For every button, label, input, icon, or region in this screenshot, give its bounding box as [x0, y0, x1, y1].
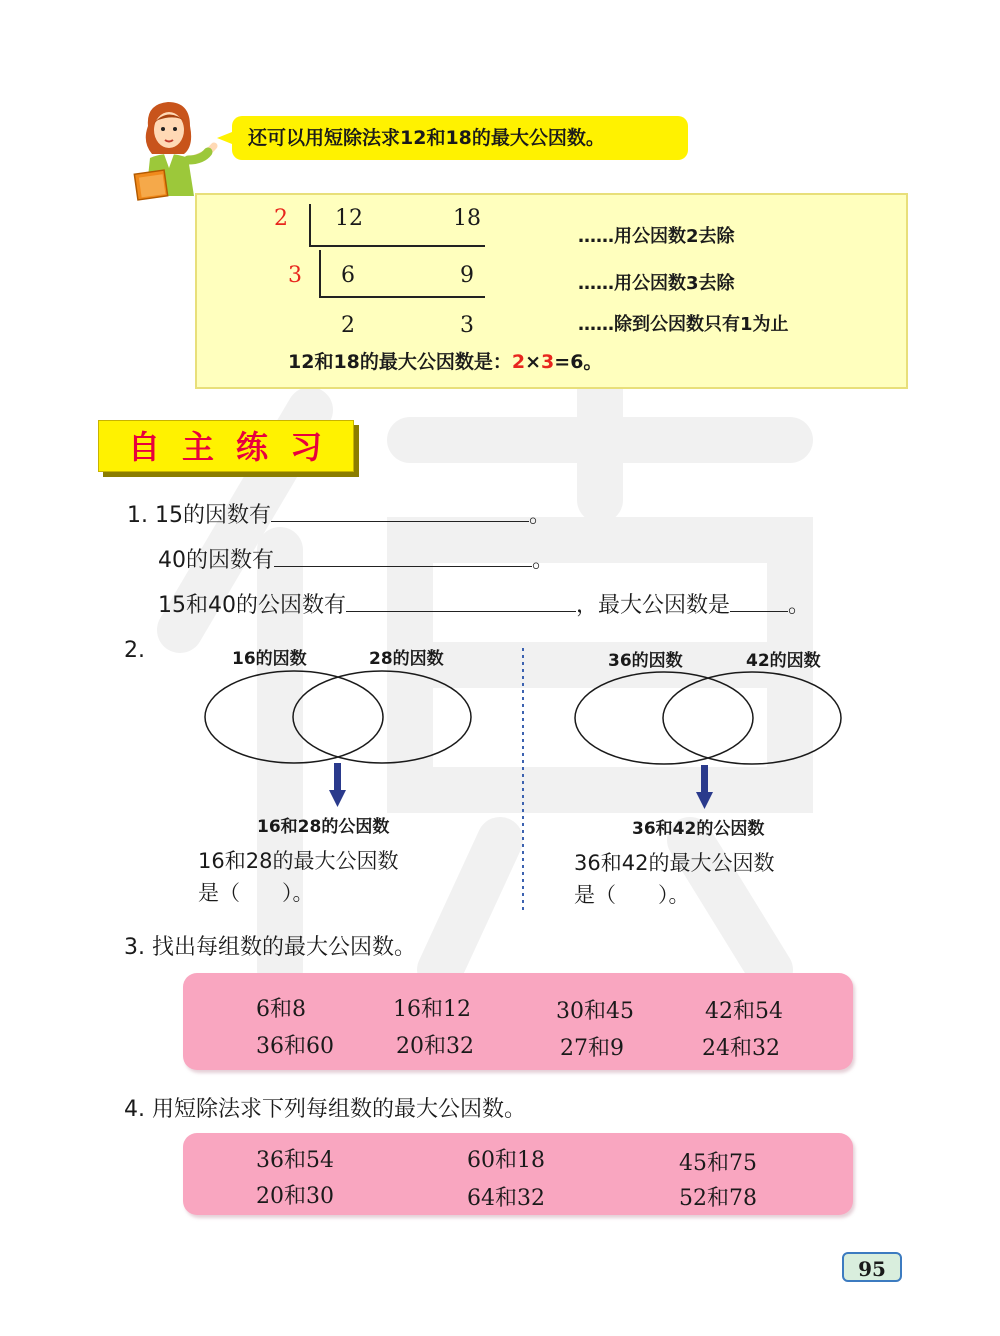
- q3-item: 24和32: [702, 1036, 780, 1061]
- q3-item: 16和12: [393, 997, 471, 1022]
- venn-left-common: 16和28的公因数: [257, 817, 390, 837]
- dividend-12: 12: [335, 206, 363, 231]
- q3-item: 6和8: [256, 997, 306, 1022]
- quotient-9: 9: [460, 263, 474, 288]
- venn-right-common: 36和42的公因数: [632, 819, 765, 839]
- venn-right-circle-b: [663, 672, 841, 764]
- q4-item: 36和54: [256, 1148, 334, 1173]
- q4-item: 20和30: [256, 1184, 334, 1209]
- page-number: 95: [842, 1252, 902, 1282]
- q4-title: 4. 用短除法求下列每组数的最大公因数。: [124, 1097, 526, 1122]
- q3-item: 30和45: [556, 999, 634, 1024]
- q4-item: 64和32: [467, 1186, 545, 1211]
- divisor-1: 2: [274, 206, 288, 231]
- quotient-3: 3: [460, 313, 474, 338]
- quotient-6: 6: [341, 263, 355, 288]
- q1-line2: 40的因数有 。: [158, 543, 554, 574]
- q3-item: 27和9: [560, 1036, 624, 1061]
- q1-line3: 15和40的公因数有 ，最大公因数是 。: [158, 588, 810, 619]
- note-3: ……除到公因数只有1为止: [578, 314, 789, 335]
- venn-right-label-a: 36的因数: [608, 651, 683, 671]
- venn-left-label-a: 16的因数: [232, 649, 307, 669]
- venn-left-label-b: 28的因数: [369, 649, 444, 669]
- q3-item: 20和32: [396, 1034, 474, 1059]
- note-1: ……用公因数2去除: [578, 226, 735, 247]
- example-result: 12和18的最大公因数是：2×3=6。: [288, 351, 603, 373]
- venn-left-circle-b: [293, 671, 471, 763]
- venn-left-circle-a: [205, 671, 383, 763]
- q1-line1: 1. 15的因数有 。: [127, 498, 551, 529]
- divisor-2: 3: [288, 263, 302, 288]
- q2-left-question: 16和28的最大公因数 是（ ）。: [198, 849, 399, 905]
- q3-item: 36和60: [256, 1034, 334, 1059]
- q2-number: 2.: [124, 638, 145, 663]
- venn-right-circle-a: [575, 672, 753, 764]
- q3-item: 42和54: [705, 999, 783, 1024]
- note-2: ……用公因数3去除: [578, 273, 735, 294]
- dividend-18: 18: [453, 206, 481, 231]
- q4-item: 52和78: [679, 1186, 757, 1211]
- section-heading: 自主练习: [98, 420, 354, 472]
- q4-item: 45和75: [679, 1151, 757, 1176]
- speech-bubble: 还可以用短除法求12和18的最大公因数。: [232, 116, 688, 160]
- quotient-2: 2: [341, 313, 355, 338]
- arrow-down-icon: [329, 763, 346, 807]
- venn-right-label-b: 42的因数: [746, 651, 821, 671]
- q3-title: 3. 找出每组数的最大公因数。: [124, 935, 416, 960]
- arrow-down-icon: [696, 765, 713, 809]
- q2-right-question: 36和42的最大公因数 是（ ）。: [574, 851, 775, 907]
- q4-item: 60和18: [467, 1148, 545, 1173]
